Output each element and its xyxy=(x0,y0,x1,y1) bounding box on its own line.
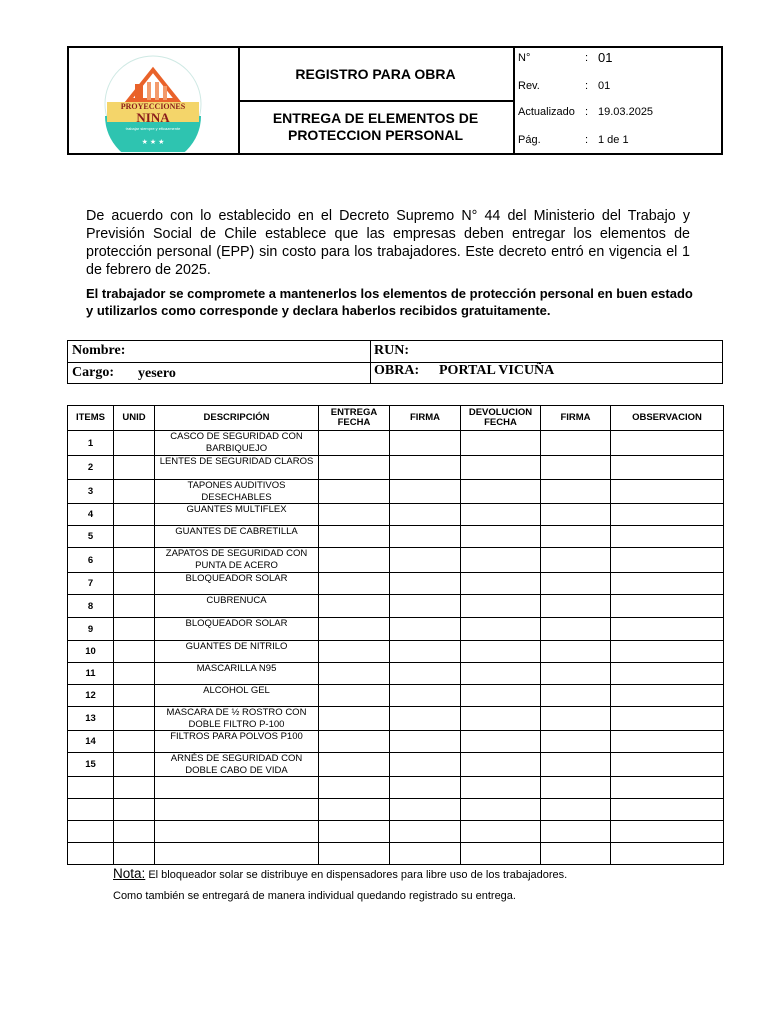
firma-cell[interactable] xyxy=(390,456,461,480)
firma-devolucion-cell[interactable] xyxy=(541,753,611,777)
cargo-value[interactable]: yesero xyxy=(138,366,176,381)
firma-cell[interactable] xyxy=(390,777,461,799)
entrega-fecha-cell[interactable] xyxy=(319,456,390,480)
firma-cell[interactable] xyxy=(390,799,461,821)
header-descripcion: DESCRIPCIÓN xyxy=(155,406,319,431)
firma-cell[interactable] xyxy=(390,504,461,526)
devolucion-fecha-cell[interactable] xyxy=(461,480,541,504)
firma-devolucion-cell[interactable] xyxy=(541,456,611,480)
item-description xyxy=(155,799,319,821)
devolucion-fecha-cell[interactable] xyxy=(461,821,541,843)
devolucion-fecha-cell[interactable] xyxy=(461,526,541,548)
entrega-fecha-cell[interactable] xyxy=(319,548,390,573)
entrega-fecha-cell[interactable] xyxy=(319,777,390,799)
observacion-cell[interactable] xyxy=(611,731,724,753)
unid-cell[interactable] xyxy=(114,504,155,526)
item-description: ARNÉS DE SEGURIDAD CON DOBLE CABO DE VIDA xyxy=(155,753,319,777)
meta-sep: : xyxy=(585,52,589,64)
devolucion-fecha-cell[interactable] xyxy=(461,777,541,799)
devolucion-fecha-cell[interactable] xyxy=(461,456,541,480)
note-text: El bloqueador solar se distribuye en dispensadores para libre uso de los trabajadores. xyxy=(148,869,568,881)
devolucion-fecha-cell[interactable] xyxy=(461,753,541,777)
item-description: CASCO DE SEGURIDAD CON BARBIQUEJO xyxy=(155,431,319,456)
observacion-cell[interactable] xyxy=(611,843,724,865)
item-number: 8 xyxy=(68,595,114,618)
firma-devolucion-cell[interactable] xyxy=(541,663,611,685)
devolucion-fecha-cell[interactable] xyxy=(461,663,541,685)
firma-cell[interactable] xyxy=(390,618,461,641)
table-row xyxy=(68,456,724,480)
table-row xyxy=(68,777,724,799)
meta-value: 01 xyxy=(598,80,611,92)
meta-sep: : xyxy=(585,106,589,118)
table-row xyxy=(68,431,724,456)
logo-line1: PROYECCIONES xyxy=(120,102,186,111)
meta-label: Actualizado xyxy=(518,106,575,118)
unid-cell[interactable] xyxy=(114,799,155,821)
entrega-fecha-cell[interactable] xyxy=(319,799,390,821)
run-label: RUN: xyxy=(374,343,409,358)
header-entrega-fecha: ENTREGA FECHA xyxy=(319,406,390,431)
item-number: 7 xyxy=(68,573,114,595)
item-description: BLOQUEADOR SOLAR xyxy=(155,573,319,595)
devolucion-fecha-cell[interactable] xyxy=(461,595,541,618)
observacion-cell[interactable] xyxy=(611,480,724,504)
firma-devolucion-cell[interactable] xyxy=(541,641,611,663)
obra-label: OBRA: xyxy=(374,363,420,378)
firma-devolucion-cell[interactable] xyxy=(541,618,611,641)
meta-sep: : xyxy=(585,80,589,92)
firma-cell[interactable] xyxy=(390,480,461,504)
document-subtitle: ENTREGA DE ELEMENTOS DE PROTECCION PERSONAL xyxy=(272,110,479,143)
meta-row-number xyxy=(518,52,718,72)
document-title: REGISTRO PARA OBRA xyxy=(238,48,513,102)
unid-cell[interactable] xyxy=(114,663,155,685)
observacion-cell[interactable] xyxy=(611,753,724,777)
unid-cell[interactable] xyxy=(114,573,155,595)
table-header-row xyxy=(68,406,724,431)
unid-cell[interactable] xyxy=(114,753,155,777)
observacion-cell[interactable] xyxy=(611,663,724,685)
item-number xyxy=(68,843,114,865)
firma-devolucion-cell[interactable] xyxy=(541,431,611,456)
item-number: 3 xyxy=(68,480,114,504)
firma-cell[interactable] xyxy=(390,685,461,707)
logo-line2: NINA xyxy=(136,110,170,125)
item-number xyxy=(68,799,114,821)
entrega-fecha-cell[interactable] xyxy=(319,821,390,843)
firma-devolucion-cell[interactable] xyxy=(541,777,611,799)
entrega-fecha-cell[interactable] xyxy=(319,526,390,548)
header-devolucion-fecha: DEVOLUCION FECHA xyxy=(461,406,541,431)
obra-value[interactable]: PORTAL VICUÑA xyxy=(439,363,555,378)
devolucion-fecha-cell[interactable] xyxy=(461,504,541,526)
item-description: MASCARILLA N95 xyxy=(155,663,319,685)
firma-cell[interactable] xyxy=(390,663,461,685)
entrega-fecha-cell[interactable] xyxy=(319,843,390,865)
header-unid: UNID xyxy=(114,406,155,431)
item-number: 15 xyxy=(68,753,114,777)
commitment-paragraph: El trabajador se compromete a mantenerlos los elementos de protección personal en buen estado y utilizarlos como corresponde y declara haberlos recibidos gratuitamente. xyxy=(86,286,693,318)
item-number: 13 xyxy=(68,707,114,731)
observacion-cell[interactable] xyxy=(611,618,724,641)
item-description: MASCARA DE ½ ROSTRO CON DOBLE FILTRO P-100 xyxy=(155,707,319,731)
table-row xyxy=(68,573,724,595)
observacion-cell[interactable] xyxy=(611,456,724,480)
item-description: GUANTES DE CABRETILLA xyxy=(155,526,319,548)
observacion-cell[interactable] xyxy=(611,707,724,731)
item-number: 4 xyxy=(68,504,114,526)
firma-cell[interactable] xyxy=(390,595,461,618)
item-number: 14 xyxy=(68,731,114,753)
devolucion-fecha-cell[interactable] xyxy=(461,641,541,663)
entrega-fecha-cell[interactable] xyxy=(319,504,390,526)
header-observacion: OBSERVACION xyxy=(611,406,724,431)
table-row xyxy=(68,618,724,641)
table-row xyxy=(68,843,724,865)
firma-devolucion-cell[interactable] xyxy=(541,799,611,821)
entrega-fecha-cell[interactable] xyxy=(319,595,390,618)
worker-info-table xyxy=(67,340,723,384)
firma-cell[interactable] xyxy=(390,753,461,777)
entrega-fecha-cell[interactable] xyxy=(319,707,390,731)
meta-row-rev xyxy=(518,80,718,100)
meta-label: Pág. xyxy=(518,134,541,146)
note-text-2: Como también se entregará de manera individual quedando registrado su entrega. xyxy=(113,890,516,902)
item-number: 9 xyxy=(68,618,114,641)
unid-cell[interactable] xyxy=(114,456,155,480)
item-description: TAPONES AUDITIVOS DESECHABLES xyxy=(155,480,319,504)
devolucion-fecha-cell[interactable] xyxy=(461,707,541,731)
unid-cell[interactable] xyxy=(114,731,155,753)
table-row xyxy=(68,480,724,504)
logo-line3: trabajar siempre y eficazmente xyxy=(125,126,181,131)
item-number: 10 xyxy=(68,641,114,663)
item-description xyxy=(155,821,319,843)
unid-cell[interactable] xyxy=(114,526,155,548)
firma-devolucion-cell[interactable] xyxy=(541,821,611,843)
item-number xyxy=(68,821,114,843)
devolucion-fecha-cell[interactable] xyxy=(461,799,541,821)
entrega-fecha-cell[interactable] xyxy=(319,573,390,595)
firma-cell[interactable] xyxy=(390,573,461,595)
header-firma-2: FIRMA xyxy=(541,406,611,431)
item-description xyxy=(155,843,319,865)
firma-devolucion-cell[interactable] xyxy=(541,573,611,595)
devolucion-fecha-cell[interactable] xyxy=(461,685,541,707)
observacion-cell[interactable] xyxy=(611,573,724,595)
firma-cell[interactable] xyxy=(390,548,461,573)
unid-cell[interactable] xyxy=(114,641,155,663)
observacion-cell[interactable] xyxy=(611,548,724,573)
unid-cell[interactable] xyxy=(114,843,155,865)
table-row xyxy=(68,504,724,526)
entrega-fecha-cell[interactable] xyxy=(319,685,390,707)
item-number: 5 xyxy=(68,526,114,548)
firma-cell[interactable] xyxy=(390,821,461,843)
meta-value: 19.03.2025 xyxy=(598,106,654,118)
item-description: GUANTES MULTIFLEX xyxy=(155,504,319,526)
unid-cell[interactable] xyxy=(114,685,155,707)
entrega-fecha-cell[interactable] xyxy=(319,753,390,777)
item-number: 11 xyxy=(68,663,114,685)
entrega-fecha-cell[interactable] xyxy=(319,663,390,685)
devolucion-fecha-cell[interactable] xyxy=(461,573,541,595)
unid-cell[interactable] xyxy=(114,618,155,641)
firma-cell[interactable] xyxy=(390,641,461,663)
item-description: ZAPATOS DE SEGURIDAD CON PUNTA DE ACERO xyxy=(155,548,319,573)
table-row xyxy=(68,821,724,843)
document-meta xyxy=(513,48,721,153)
devolucion-fecha-cell[interactable] xyxy=(461,431,541,456)
meta-label: Rev. xyxy=(518,80,540,92)
observacion-cell[interactable] xyxy=(611,821,724,843)
meta-label: N° xyxy=(518,52,531,64)
header-firma: FIRMA xyxy=(390,406,461,431)
table-row xyxy=(68,641,724,663)
entrega-fecha-cell[interactable] xyxy=(319,731,390,753)
item-number: 1 xyxy=(68,431,114,456)
observacion-cell[interactable] xyxy=(611,685,724,707)
table-row xyxy=(68,595,724,618)
item-description: GUANTES DE NITRILO xyxy=(155,641,319,663)
item-description: FILTROS PARA POLVOS P100 xyxy=(155,731,319,753)
document-header xyxy=(67,46,723,155)
epp-items-table xyxy=(67,405,724,865)
meta-sep: : xyxy=(585,134,589,146)
firma-cell[interactable] xyxy=(390,431,461,456)
note xyxy=(113,866,567,881)
table-row xyxy=(68,663,724,685)
devolucion-fecha-cell[interactable] xyxy=(461,618,541,641)
item-description xyxy=(155,777,319,799)
table-row xyxy=(68,799,724,821)
devolucion-fecha-cell[interactable] xyxy=(461,548,541,573)
logo-cell xyxy=(69,48,240,153)
meta-row-updated xyxy=(518,106,718,126)
table-row xyxy=(68,731,724,753)
firma-devolucion-cell[interactable] xyxy=(541,526,611,548)
intro-paragraph: De acuerdo con lo establecido en el Decreto Supremo N° 44 del Ministerio del Trabajo y Previsión Social de Chile establece que las empresas deben entregar los elementos de protección personal (EPP) sin costo para los trabajadores. Este decreto entró en vigencia el 1 de febrero de 2025. xyxy=(86,208,690,278)
unid-cell[interactable] xyxy=(114,431,155,456)
item-number: 6 xyxy=(68,548,114,573)
entrega-fecha-cell[interactable] xyxy=(319,431,390,456)
meta-value: 1 de 1 xyxy=(598,134,629,146)
unid-cell[interactable] xyxy=(114,548,155,573)
firma-devolucion-cell[interactable] xyxy=(541,548,611,573)
table-row xyxy=(68,685,724,707)
firma-cell[interactable] xyxy=(390,843,461,865)
table-row xyxy=(68,526,724,548)
firma-cell[interactable] xyxy=(390,707,461,731)
note-label: Nota: xyxy=(113,866,146,881)
item-description: LENTES DE SEGURIDAD CLAROS xyxy=(155,456,319,480)
observacion-cell[interactable] xyxy=(611,777,724,799)
firma-devolucion-cell[interactable] xyxy=(541,707,611,731)
table-row xyxy=(68,548,724,573)
svg-text:★ ★ ★: ★ ★ ★ xyxy=(141,139,165,146)
table-row xyxy=(68,707,724,731)
unid-cell[interactable] xyxy=(114,480,155,504)
firma-devolucion-cell[interactable] xyxy=(541,504,611,526)
observacion-cell[interactable] xyxy=(611,799,724,821)
unid-cell[interactable] xyxy=(114,595,155,618)
devolucion-fecha-cell[interactable] xyxy=(461,731,541,753)
title-cell xyxy=(238,48,515,153)
meta-row-page xyxy=(518,134,718,154)
unid-cell[interactable] xyxy=(114,707,155,731)
firma-devolucion-cell[interactable] xyxy=(541,731,611,753)
unid-cell[interactable] xyxy=(114,821,155,843)
observacion-cell[interactable] xyxy=(611,641,724,663)
item-number: 2 xyxy=(68,456,114,480)
firma-cell[interactable] xyxy=(390,731,461,753)
meta-value: 01 xyxy=(598,50,613,65)
entrega-fecha-cell[interactable] xyxy=(319,480,390,504)
observacion-cell[interactable] xyxy=(611,595,724,618)
entrega-fecha-cell[interactable] xyxy=(319,618,390,641)
table-row xyxy=(68,753,724,777)
unid-cell[interactable] xyxy=(114,777,155,799)
cargo-label: Cargo: xyxy=(72,365,114,380)
entrega-fecha-cell[interactable] xyxy=(319,641,390,663)
firma-devolucion-cell[interactable] xyxy=(541,843,611,865)
firma-devolucion-cell[interactable] xyxy=(541,685,611,707)
item-number xyxy=(68,777,114,799)
header-items: ITEMS xyxy=(68,406,114,431)
observacion-cell[interactable] xyxy=(611,431,724,456)
firma-devolucion-cell[interactable] xyxy=(541,480,611,504)
item-description: BLOQUEADOR SOLAR xyxy=(155,618,319,641)
item-number: 12 xyxy=(68,685,114,707)
observacion-cell[interactable] xyxy=(611,526,724,548)
item-description: CUBRENUCA xyxy=(155,595,319,618)
item-description: ALCOHOL GEL xyxy=(155,685,319,707)
devolucion-fecha-cell[interactable] xyxy=(461,843,541,865)
firma-devolucion-cell[interactable] xyxy=(541,595,611,618)
observacion-cell[interactable] xyxy=(611,504,724,526)
nombre-label: Nombre: xyxy=(72,343,126,358)
firma-cell[interactable] xyxy=(390,526,461,548)
